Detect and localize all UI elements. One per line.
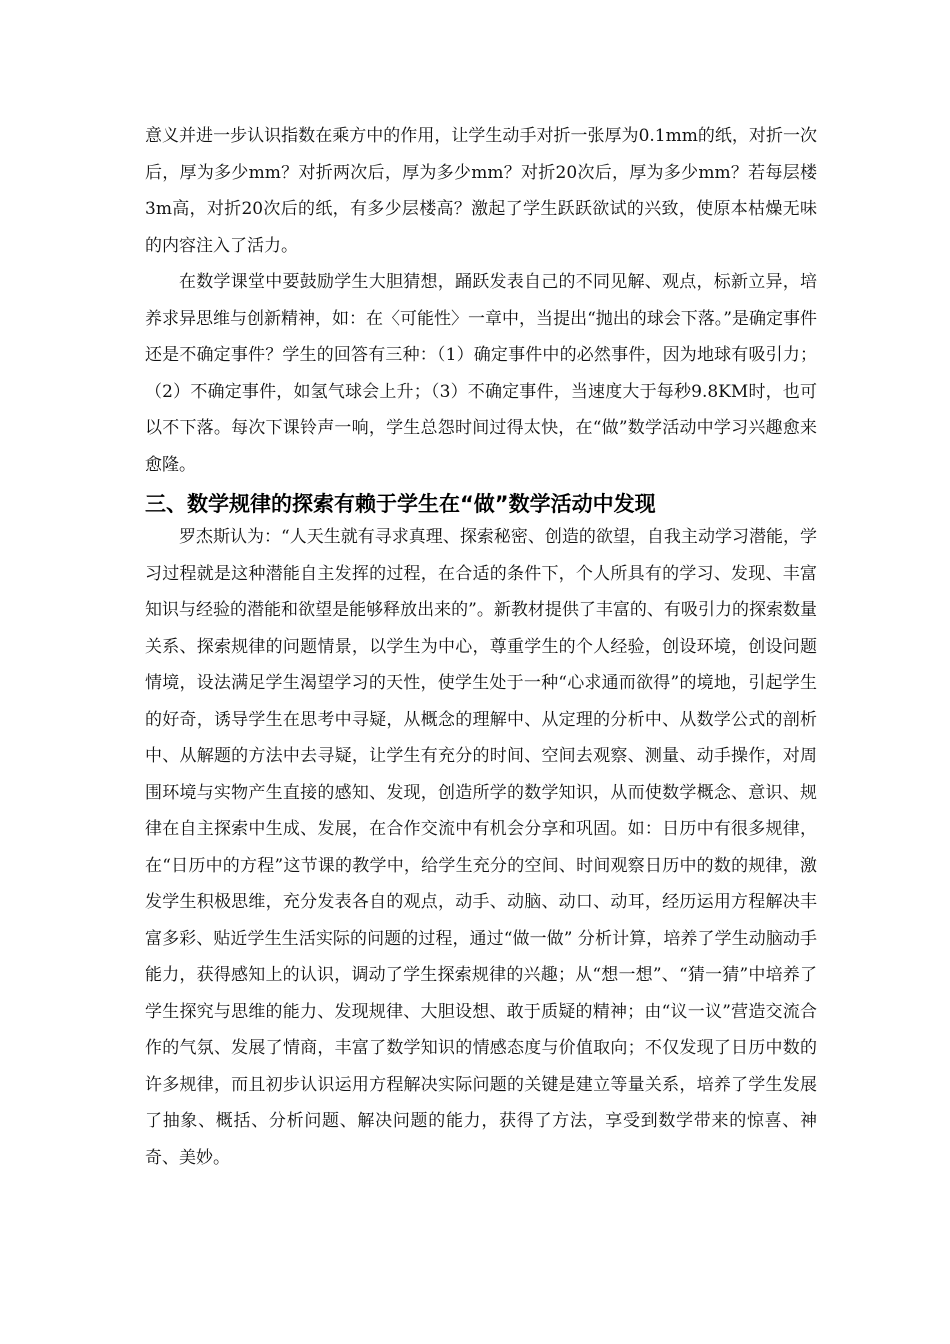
intro-paragraph: 意义并进一步认识指数在乘方中的作用，让学生动手对折一张厚为0.1mm的纸，对折一次后，厚为多少mm？对折两次后，厚为多少mm？对折20次后，厚为多少mm？若每层楼3m高，对折20次后的纸，有多少层楼高？激起了学生跃跃欲试的兴致，使原本枯燥无味的内容注入了活力。 <box>145 126 817 256</box>
section-heading: 三、数学规律的探索有赖于学生在“做”数学活动中发现 <box>145 492 656 516</box>
text-block-lower <box>145 519 817 1176</box>
paragraph-rogers: 罗杰斯认为：“人天生就有寻求真理、探索秘密、创造的欲望，自我主动学习潜能，学习过程就是这种潜能自主发挥的过程，在合适的条件下，个人所具有的学习、发现、丰富知识与经验的潜能和欲望是能够释放出来的”。新教材提供了丰富的、有吸引力的探索数量关系、探索规律的问题情景，以学生为中心，尊重学生的个人经验，创设环境，创设问题情境，设法满足学生渴望学习的天性，使学生处于一种“心求通而欲得”的境地，引起学生的好奇，诱导学生在思考中寻疑，从概念的理解中、从定理的分析中、从数学公式的剖析中、从解题的方法中去寻疑，让学生有充分的时间、空间去观察、测量、动手操作，对周围环境与实物产生直接的感知、发现，创造所学的数学知识，从而使数学概念、意识、规律在自主探索中生成、发展，在合作交流中有机会分享和巩固。如：日历中有很多规律，在“日历中的方程”这节课的教学中，给学生充分的空间、时间观察日历中的数的规律，激发学生积极思维，充分发表各自的观点，动手、动脑、动口、动耳，经历运用方程解决丰富多彩、贴近学生生活实际的问题的过程，通过“做一做” 分析计算，培养了学生动脑动手能力，获得感知上的认识，调动了学生探索规律的兴趣；从“想一想”、“猜一猜”中培养了学生探究与思维的能力、发现规律、大胆设想、敢于质疑的精神；由“议一议”营造交流合作的气氛、发展了情商，丰富了数学知识的情感态度与价值取向；不仅发现了日历中数的许多规律，而且初步认识运用方程解决实际问题的关键是建立等量关系，培养了学生发展了抽象、概括、分析问题、解决问题的能力，获得了方法，享受到数学带来的惊喜、神奇、美妙。 <box>145 527 817 1168</box>
paragraph-possibility: 在数学课堂中要鼓励学生大胆猜想，踊跃发表自己的不同见解、观点，标新立异，培养求异思维与创新精神，如：在〈可能性〉一章中，当提出“抛出的球会下落。”是确定事件还是不确定事件？学生的回答有三种：（1）确定事件中的必然事件，因为地球有吸引力；（2）不确定事件，如氢气球会上升；（3）不确定事件，当速度大于每秒9.8KM时，也可以不下落。每次下课铃声一响，学生总怨时间过得太快，在“做”数学活动中学习兴趣愈来愈隆。 <box>145 272 817 475</box>
text-block-upper <box>145 118 817 483</box>
